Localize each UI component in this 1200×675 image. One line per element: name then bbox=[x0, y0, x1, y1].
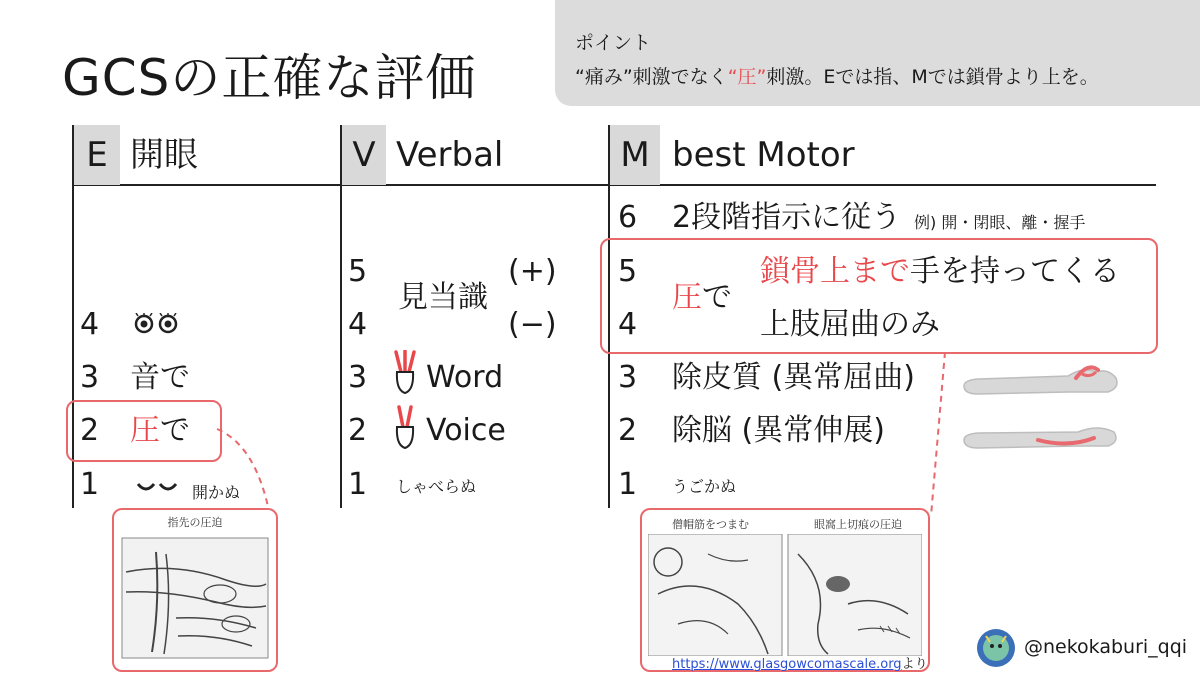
m-score-5: 5 bbox=[618, 254, 638, 289]
v-label-1: しゃべらぬ bbox=[396, 477, 477, 496]
e-header-name: 開眼 bbox=[130, 135, 198, 175]
e-label-2 bbox=[130, 411, 190, 451]
m-label-6: 2段階指示に従う bbox=[672, 200, 902, 235]
v-score-3: 3 bbox=[348, 360, 368, 395]
v-sign-minus: (−) bbox=[508, 307, 557, 342]
e-label-2-rest: で bbox=[160, 413, 190, 448]
m-pressure-red: 圧 bbox=[672, 280, 702, 315]
m-score-2: 2 bbox=[618, 413, 638, 448]
m-label-3: 除皮質 (異常屈曲) bbox=[672, 360, 915, 395]
source-suffix: より bbox=[901, 657, 928, 672]
m-label-5-red: 鎖骨上まで bbox=[760, 254, 910, 289]
v-header-letter: V bbox=[342, 125, 386, 185]
author-avatar bbox=[976, 628, 1016, 668]
e-score-4: 4 bbox=[80, 307, 100, 342]
decerebrate-posture-figure bbox=[958, 412, 1124, 462]
m-label-4: 上肢屈曲のみ bbox=[760, 307, 940, 342]
v-label-word: Word bbox=[426, 360, 504, 395]
point-text bbox=[575, 62, 1099, 89]
v-score-5: 5 bbox=[348, 254, 368, 289]
m-score-6: 6 bbox=[618, 200, 638, 235]
v-sign-plus: (+) bbox=[508, 254, 557, 289]
open-eyes-icon bbox=[132, 313, 182, 339]
e-label-2-red: 圧 bbox=[130, 413, 160, 448]
two-fingers-icon bbox=[392, 405, 418, 455]
m-label-1: うごかぬ bbox=[672, 477, 737, 496]
source-link[interactable]: https://www.glasgowcomascale.org bbox=[672, 657, 902, 672]
v-label-voice: Voice bbox=[426, 413, 506, 448]
v-score-1: 1 bbox=[348, 467, 368, 502]
point-text-after: 刺激。Eでは指、Mでは鎖骨より上を。 bbox=[766, 66, 1099, 88]
closed-eyes-icon bbox=[136, 480, 178, 499]
e-score-3: 3 bbox=[80, 360, 100, 395]
m-header-name: best Motor bbox=[672, 135, 855, 175]
point-text-red: “圧” bbox=[727, 66, 767, 88]
page-title: GCSの正確な評価 bbox=[62, 49, 477, 107]
e-score-1: 1 bbox=[80, 467, 100, 502]
v-label-orientation: 見当識 bbox=[398, 280, 488, 315]
e-label-1: 開かぬ bbox=[192, 483, 241, 502]
m-score-1: 1 bbox=[618, 467, 638, 502]
decorticate-posture-figure bbox=[958, 356, 1124, 406]
m-example-6: 例) 開・閉眼、離・握手 bbox=[914, 213, 1086, 232]
point-label: ポイント bbox=[575, 32, 652, 54]
e-connector-line bbox=[215, 425, 275, 519]
finger-pressure-image bbox=[112, 508, 278, 672]
m-header-letter: M bbox=[610, 125, 660, 185]
v-header-name: Verbal bbox=[396, 135, 504, 175]
v-score-2: 2 bbox=[348, 413, 368, 448]
m-pressure-label bbox=[672, 278, 732, 318]
v-score-4: 4 bbox=[348, 307, 368, 342]
e-header-letter: E bbox=[74, 125, 120, 185]
source-credit bbox=[672, 653, 928, 672]
supraorbital-caption: 眼窩上切痕の圧迫 bbox=[814, 518, 902, 531]
m-label-2: 除脳 (異常伸展) bbox=[672, 413, 885, 448]
m-label-5-rest: 手を持ってくる bbox=[910, 254, 1120, 289]
finger-caption: 指先の圧迫 bbox=[167, 516, 223, 529]
trapezius-caption: 僧帽筋をつまむ bbox=[672, 518, 749, 531]
m-connector-line bbox=[925, 350, 955, 524]
m-label-5 bbox=[760, 252, 1120, 292]
m-pressure-rest: で bbox=[702, 280, 732, 315]
point-text-before: “痛み”刺激でなく bbox=[575, 66, 728, 88]
three-fingers-icon bbox=[392, 350, 418, 400]
m-score-4: 4 bbox=[618, 307, 638, 342]
central-pressure-images bbox=[640, 508, 930, 672]
point-box bbox=[555, 0, 1200, 106]
author-handle[interactable]: @nekokaburi_qqi bbox=[1024, 636, 1188, 658]
e-label-3: 音で bbox=[130, 360, 190, 395]
m-score-3: 3 bbox=[618, 360, 638, 395]
e-score-2: 2 bbox=[80, 413, 100, 448]
